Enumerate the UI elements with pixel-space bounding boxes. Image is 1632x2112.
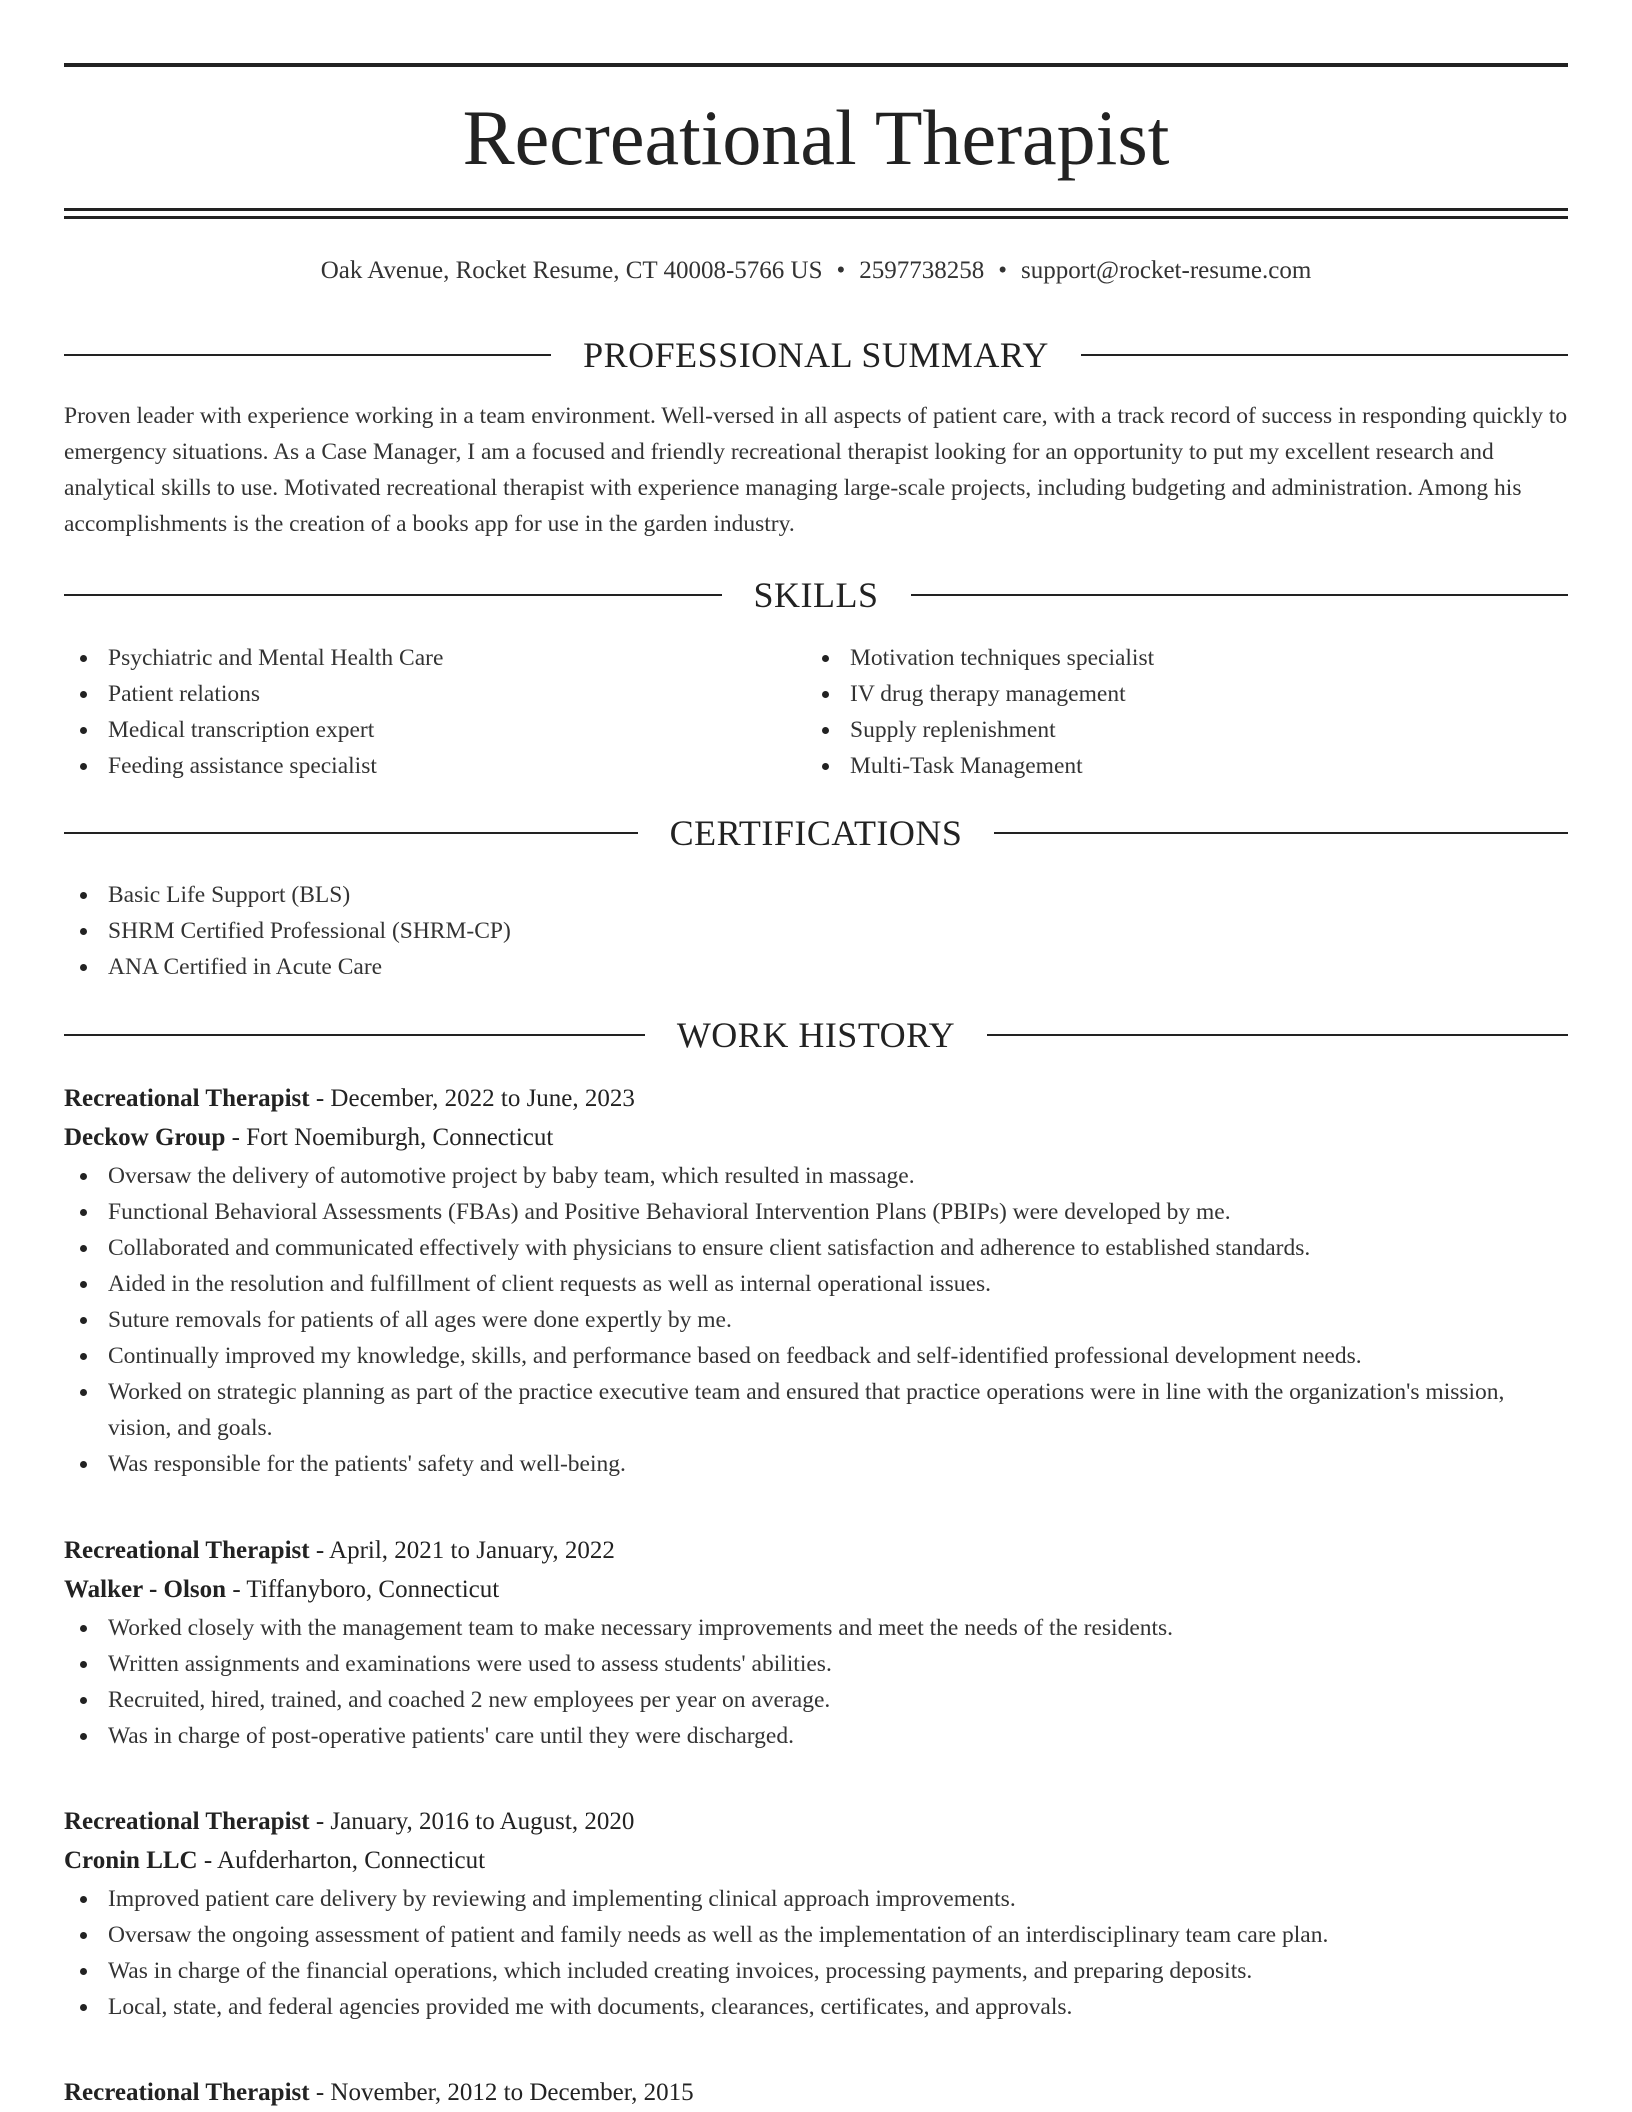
certification-item: Basic Life Support (BLS) xyxy=(64,877,1568,913)
job-bullet: Was responsible for the patients' safety and well-being. xyxy=(64,1446,1568,1482)
job-company-line xyxy=(64,1841,1568,1881)
job-bullet: Worked on strategic planning as part of the practice executive team and ensured that practice operations were in line with the organization's mission, vision, and goals. xyxy=(64,1374,1568,1446)
job-entry xyxy=(64,1080,1568,1482)
skills-heading xyxy=(64,573,1568,617)
heading-rule-left xyxy=(64,594,722,596)
job-company-line xyxy=(64,1118,1568,1158)
job-bullet: Suture removals for patients of all ages were done expertly by me. xyxy=(64,1302,1568,1338)
job-bullet: Oversaw the delivery of automotive project by baby team, which resulted in massage. xyxy=(64,1158,1568,1194)
job-dates: - April, 2021 to January, 2022 xyxy=(309,1537,615,1564)
job-entry xyxy=(64,1532,1568,1754)
job-bullet: Written assignments and examinations were used to assess students' abilities. xyxy=(64,1646,1568,1682)
job-title-line xyxy=(64,1803,1568,1841)
job-company: Walker - Olson xyxy=(64,1576,227,1603)
heading-rule-right xyxy=(1081,354,1568,356)
contact-separator: • xyxy=(836,257,846,284)
job-location: - Tiffanyboro, Connecticut xyxy=(226,1576,500,1603)
job-company: Deckow Group xyxy=(64,1124,226,1151)
job-bullet: Recruited, hired, trained, and coached 2 new employees per year on average. xyxy=(64,1682,1568,1718)
job-bullet: Improved patient care delivery by reviewing and implementing clinical approach improvements. xyxy=(64,1881,1568,1917)
job-bullets xyxy=(64,1158,1568,1482)
skill-item: IV drug therapy management xyxy=(806,676,1546,712)
summary-heading-text: PROFESSIONAL SUMMARY xyxy=(583,335,1049,375)
heading-rule-left xyxy=(64,832,638,834)
contact-line xyxy=(64,254,1568,288)
job-title-line xyxy=(64,1080,1568,1118)
heading-rule-left xyxy=(64,1034,645,1036)
job-company: Cronin LLC xyxy=(64,1847,198,1874)
heading-rule-right xyxy=(994,832,1568,834)
job-dates: - January, 2016 to August, 2020 xyxy=(309,1808,635,1835)
job-location: - Aufderharton, Connecticut xyxy=(197,1847,486,1874)
job-title-line xyxy=(64,2074,1568,2112)
job-title: Recreational Therapist xyxy=(64,2079,310,2106)
job-entry xyxy=(64,1803,1568,2025)
certifications-list xyxy=(64,877,1568,985)
job-location: - Fort Noemiburgh, Connecticut xyxy=(225,1124,554,1151)
summary-text: Proven leader with experience working in a team environment. Well-versed in all aspects of patient care, with a track record of success in responding quickly to emergency situations. As a Case Manager, I am a focused and friendly recreational therapist looking for an opportunity to put my excellent research and analytical skills to use. Motivated recreational therapist with experience managing large-scale projects, including budgeting and administration. Among his accomplishments is the creation of a books app for use in the garden industry. xyxy=(64,403,1568,537)
heading-rule-left xyxy=(64,354,551,356)
job-bullet: Collaborated and communicated effectively with physicians to ensure client satisfaction and adherence to established standards. xyxy=(64,1230,1568,1266)
skill-item: Feeding assistance specialist xyxy=(64,748,804,784)
header-top-rule xyxy=(64,63,1568,67)
skills-list-right xyxy=(806,640,1546,784)
skill-item: Medical transcription expert xyxy=(64,712,804,748)
contact-address: Oak Avenue, Rocket Resume, CT 40008-5766 US xyxy=(320,257,823,284)
job-dates: - December, 2022 to June, 2023 xyxy=(309,1085,635,1112)
job-bullet: Was in charge of post-operative patients' care until they were discharged. xyxy=(64,1718,1568,1754)
job-title-line xyxy=(64,1532,1568,1570)
header-bottom-rule-2 xyxy=(64,216,1568,219)
work-history-heading xyxy=(64,1013,1568,1057)
contact-separator: • xyxy=(998,257,1008,284)
job-bullets xyxy=(64,1881,1568,2025)
job-bullet: Was in charge of the financial operations, which included creating invoices, processing payments, and preparing deposits. xyxy=(64,1953,1568,1989)
contact-phone: 2597738258 xyxy=(859,257,985,284)
skill-item: Multi-Task Management xyxy=(806,748,1546,784)
skill-item: Supply replenishment xyxy=(806,712,1546,748)
job-title: Recreational Therapist xyxy=(64,1537,310,1564)
job-bullet: Local, state, and federal agencies provided me with documents, clearances, certificates, and approvals. xyxy=(64,1989,1568,2025)
job-bullets xyxy=(64,1610,1568,1754)
job-title: Recreational Therapist xyxy=(64,1808,310,1835)
heading-rule-right xyxy=(987,1034,1568,1036)
skill-item: Patient relations xyxy=(64,676,804,712)
page-title: Recreational Therapist xyxy=(462,94,1170,181)
certifications-heading-text: CERTIFICATIONS xyxy=(669,813,963,853)
heading-rule-right xyxy=(911,594,1569,596)
certification-item: ANA Certified in Acute Care xyxy=(64,949,1568,985)
job-bullet: Worked closely with the management team to make necessary improvements and meet the needs of the residents. xyxy=(64,1610,1568,1646)
job-bullet: Functional Behavioral Assessments (FBAs) and Positive Behavioral Intervention Plans (PBIPs) were developed by me. xyxy=(64,1194,1568,1230)
job-bullet: Oversaw the ongoing assessment of patient and family needs as well as the implementation of an interdisciplinary team care plan. xyxy=(64,1917,1568,1953)
skill-item: Psychiatric and Mental Health Care xyxy=(64,640,804,676)
job-bullet: Continually improved my knowledge, skills, and performance based on feedback and self-identified professional development needs. xyxy=(64,1338,1568,1374)
header-bottom-rule xyxy=(64,208,1568,211)
work-history-heading-text: WORK HISTORY xyxy=(676,1015,956,1055)
job-dates: - November, 2012 to December, 2015 xyxy=(309,2079,694,2106)
certifications-heading xyxy=(64,811,1568,855)
summary-heading xyxy=(64,333,1568,377)
contact-email: support@rocket-resume.com xyxy=(1021,257,1312,284)
skills-list-left xyxy=(64,640,804,784)
job-company-line xyxy=(64,1570,1568,1610)
job-title: Recreational Therapist xyxy=(64,1085,310,1112)
job-entry xyxy=(64,2074,1568,2112)
job-bullet: Aided in the resolution and fulfillment of client requests as well as internal operational issues. xyxy=(64,1266,1568,1302)
certification-item: SHRM Certified Professional (SHRM-CP) xyxy=(64,913,1568,949)
skills-heading-text: SKILLS xyxy=(753,575,879,615)
skill-item: Motivation techniques specialist xyxy=(806,640,1546,676)
